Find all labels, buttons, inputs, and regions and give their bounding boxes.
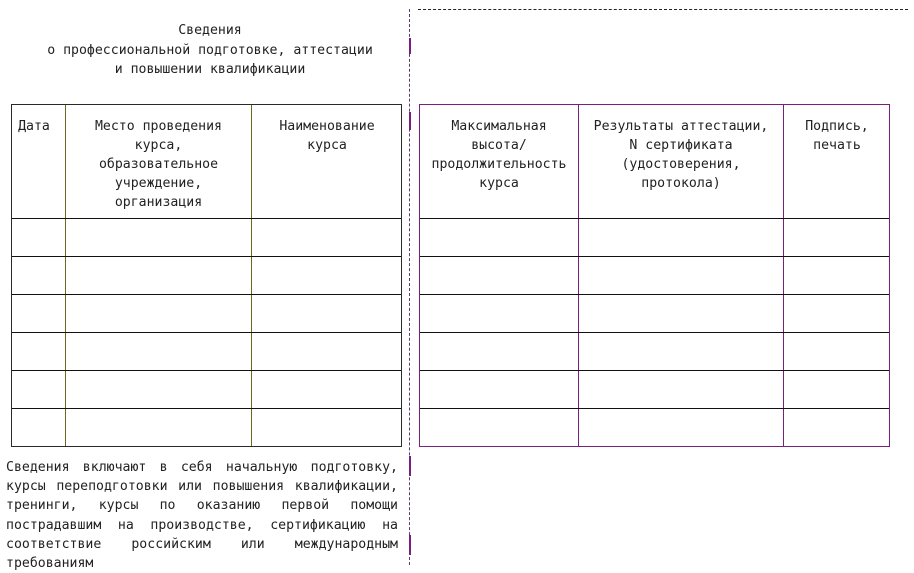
header-attestation-results: Результаты аттестации, N сертификата (удостоверения, протокола) [593, 119, 769, 191]
table-row [12, 256, 401, 257]
fold-mark [409, 535, 411, 555]
column-divider [251, 105, 252, 446]
header-max-height-duration: Максимальная высота/ продолжительность курса [431, 119, 567, 191]
table-row [12, 332, 401, 333]
table-row [420, 408, 889, 409]
left-table [11, 104, 402, 447]
table-row [420, 294, 889, 295]
header-place: Место проведения курса, образовательное учреждение, организация [94, 119, 223, 210]
title-line: и повышении квалификации [114, 62, 306, 77]
fold-mark [409, 112, 411, 130]
table-row [420, 218, 889, 219]
page-title [0, 21, 420, 80]
fold-mark [409, 456, 411, 476]
header-date: Дата [18, 119, 50, 134]
title-line: Сведения [178, 23, 242, 38]
table-row [12, 370, 401, 371]
table-row [12, 294, 401, 295]
footnote-text: Сведения включают в себя начальную подготовку, курсы переподготовки или повышения квалификации, тренинги, курсы по оказанию первой помощи пострадавшим на производстве, сертификацию на соответствие российским или международным требованиям [6, 460, 398, 572]
table-row [12, 408, 401, 409]
table-row [420, 370, 889, 371]
table-row [420, 332, 889, 333]
header-course-name: Наименование курса [279, 119, 375, 153]
table-row [420, 256, 889, 257]
header-signature-stamp: Подпись, печать [805, 119, 869, 153]
right-table [419, 104, 890, 447]
title-line: о профессиональной подготовке, аттестации [47, 42, 373, 58]
column-divider [783, 105, 784, 446]
top-cut-line [418, 9, 908, 10]
table-row [12, 218, 401, 219]
center-fold-line [409, 9, 410, 565]
